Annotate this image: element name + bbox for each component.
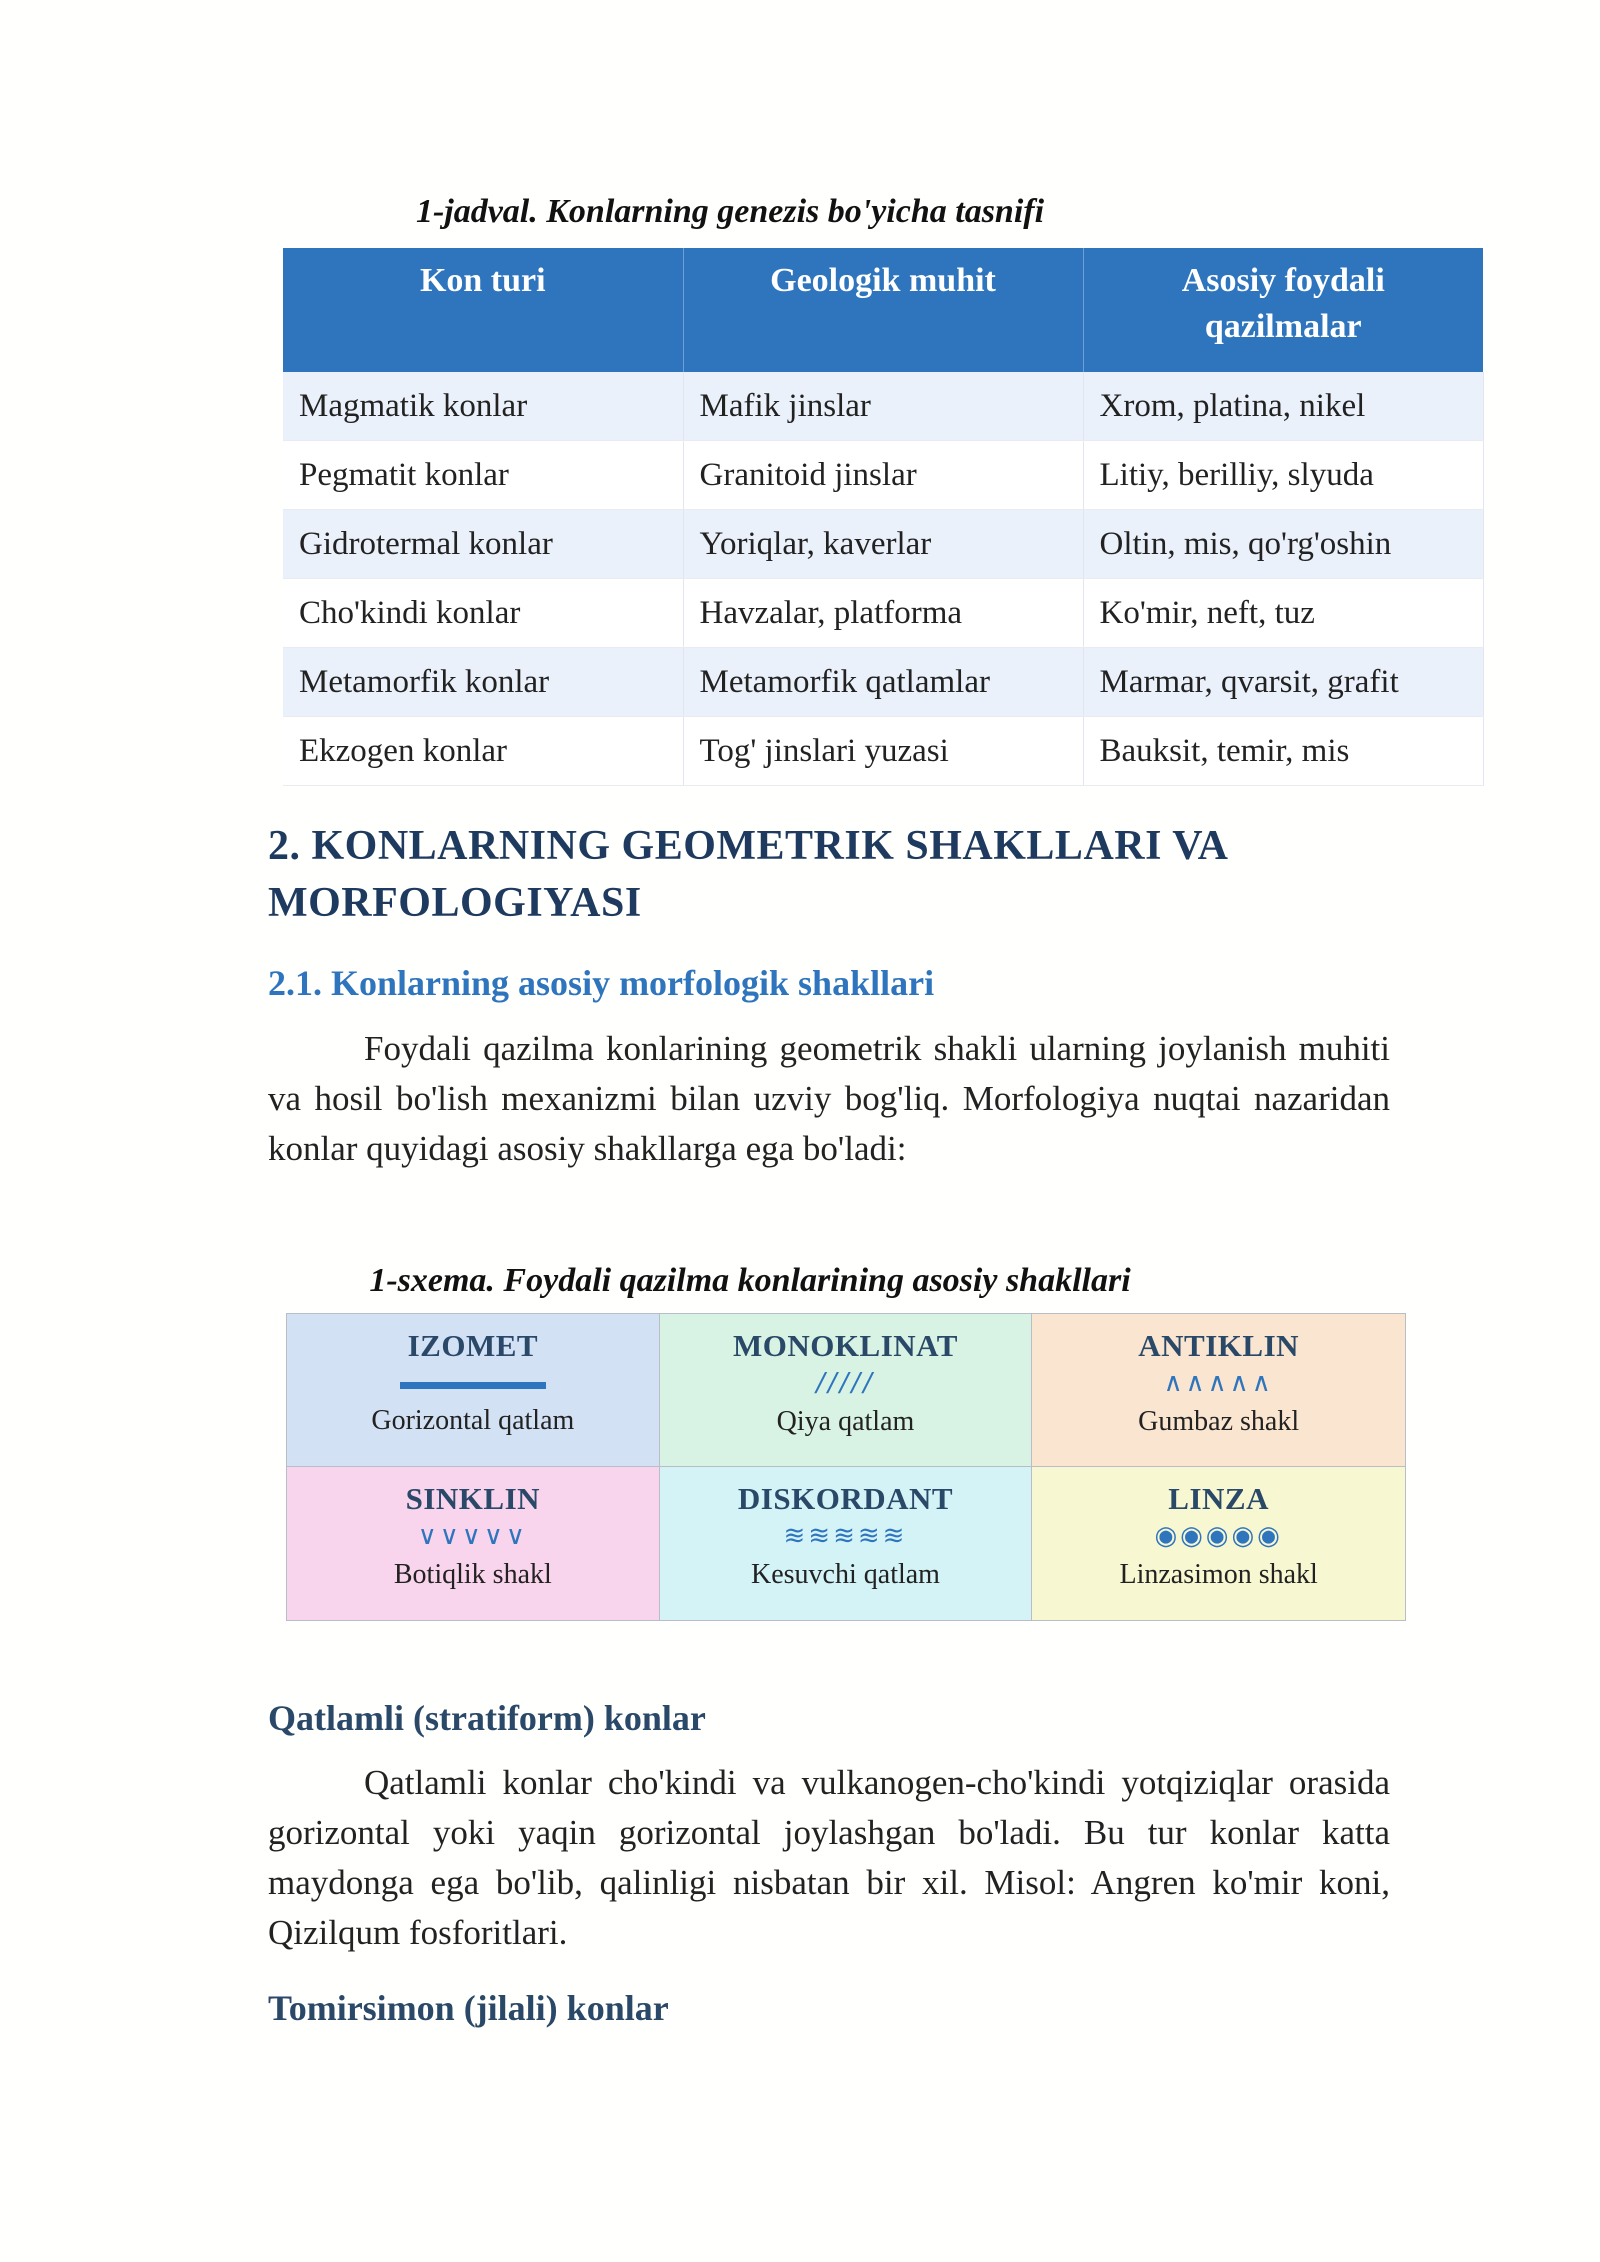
table-cell: Ko'mir, neft, tuz <box>1083 579 1483 648</box>
schema-cell-title: SINKLIN <box>405 1481 541 1516</box>
table-cell: Granitoid jinslar <box>683 441 1083 510</box>
table-cell: Ekzogen konlar <box>283 717 683 786</box>
column-header: Geologik muhit <box>683 248 1083 372</box>
table-row <box>283 579 1483 648</box>
slanted-lines-icon: ///// <box>816 1368 875 1398</box>
table-cell: Mafik jinslar <box>683 372 1083 441</box>
schema-cell-desc: Kesuvchi qatlam <box>751 1559 940 1590</box>
schema-cell-title: MONOKLINAT <box>733 1328 958 1363</box>
section-heading: 2. KONLARNING GEOMETRIK SHAKLLARI VA MORFOLOGIYASI <box>268 823 1227 926</box>
table-header-row <box>283 248 1483 372</box>
schema-cell-title: LINZA <box>1168 1481 1269 1516</box>
column-header: Asosiy foydali qazilmalar <box>1083 248 1483 372</box>
table-cell: Tog' jinslari yuzasi <box>683 717 1083 786</box>
table-cell: Gidrotermal konlar <box>283 510 683 579</box>
schema-cell-desc: Botiqlik shakl <box>393 1559 552 1590</box>
schema-caption: 1-sxema. Foydali qazilma konlarining asosiy shakllari <box>369 1262 1131 1299</box>
schema-cell-title: ANTIKLIN <box>1138 1328 1300 1363</box>
schema-cell-antiklin <box>1032 1314 1405 1467</box>
schema-cell-sinklin <box>287 1467 660 1620</box>
table-row <box>283 372 1483 441</box>
shapes-schema <box>286 1313 1406 1621</box>
wave-icon: ≋≋≋≋≋ <box>783 1521 908 1551</box>
table-cell: Pegmatit konlar <box>283 441 683 510</box>
vein-heading: Tomirsimon (jilali) konlar <box>268 1988 669 2028</box>
schema-cell-diskordant <box>660 1467 1033 1620</box>
column-header: Kon turi <box>283 248 683 372</box>
schema-cell-desc: Gorizontal qatlam <box>371 1405 575 1436</box>
schema-cell-title: IZOMET <box>407 1328 539 1363</box>
table-caption: 1-jadval. Konlarning genezis bo'yicha tasnifi <box>415 193 1045 230</box>
table-cell: Marmar, qvarsit, grafit <box>1083 648 1483 717</box>
intro-paragraph: Foydali qazilma konlarining geometrik shakli ularning joylanish muhiti va hosil bo'lish mexanizmi bilan uzviy bog'liq. Morfologiya nuqtai nazaridan konlar quyidagi asosiy shakllarga ega bo'ladi: <box>268 1029 1390 1168</box>
table-cell: Bauksit, temir, mis <box>1083 717 1483 786</box>
table-cell: Metamorfik konlar <box>283 648 683 717</box>
table-cell: Xrom, platina, nikel <box>1083 372 1483 441</box>
table-row <box>283 441 1483 510</box>
schema-cell-desc: Linzasimon shakl <box>1119 1559 1318 1590</box>
schema-cell-izomet <box>287 1314 660 1467</box>
stratiform-paragraph: Qatlamli konlar cho'kindi va vulkanogen-cho'kindi yotqiziqlar orasida gorizontal yoki yaqin gorizontal joylashgan bo'ladi. Bu tur konlar katta maydonga ega bo'lib, qalinligi nisbatan bir xil. Misol: Angren ko'mir koni, Qizilqum fosforitlari. <box>268 1763 1390 1952</box>
schema-cell-monoklinat <box>660 1314 1033 1467</box>
table-cell: Havzalar, platforma <box>683 579 1083 648</box>
schema-cell-title: DISKORDANT <box>737 1481 954 1516</box>
table-cell: Litiy, berilliy, slyuda <box>1083 441 1483 510</box>
table-cell: Yoriqlar, kaverlar <box>683 510 1083 579</box>
horizontal-line-icon <box>400 1382 546 1389</box>
schema-cell-desc: Gumbaz shakl <box>1138 1406 1300 1437</box>
table-row <box>283 510 1483 579</box>
lens-circles-icon: ◉◉◉◉◉ <box>1154 1521 1283 1551</box>
trough-icon: ∨∨∨∨∨ <box>417 1521 528 1551</box>
schema-cell-desc: Qiya qatlam <box>776 1406 915 1437</box>
stratiform-heading: Qatlamli (stratiform) konlar <box>268 1698 706 1738</box>
subsection-heading: 2.1. Konlarning asosiy morfologik shakllari <box>268 963 935 1003</box>
table-cell: Metamorfik qatlamlar <box>683 648 1083 717</box>
table-row <box>283 717 1483 786</box>
table-cell: Magmatik konlar <box>283 372 683 441</box>
table-row <box>283 648 1483 717</box>
classification-table <box>283 248 1484 786</box>
table-cell: Cho'kindi konlar <box>283 579 683 648</box>
arch-icon: ∧∧∧∧∧ <box>1163 1368 1274 1398</box>
table-cell: Oltin, mis, qo'rg'oshin <box>1083 510 1483 579</box>
schema-cell-linza <box>1032 1467 1405 1620</box>
